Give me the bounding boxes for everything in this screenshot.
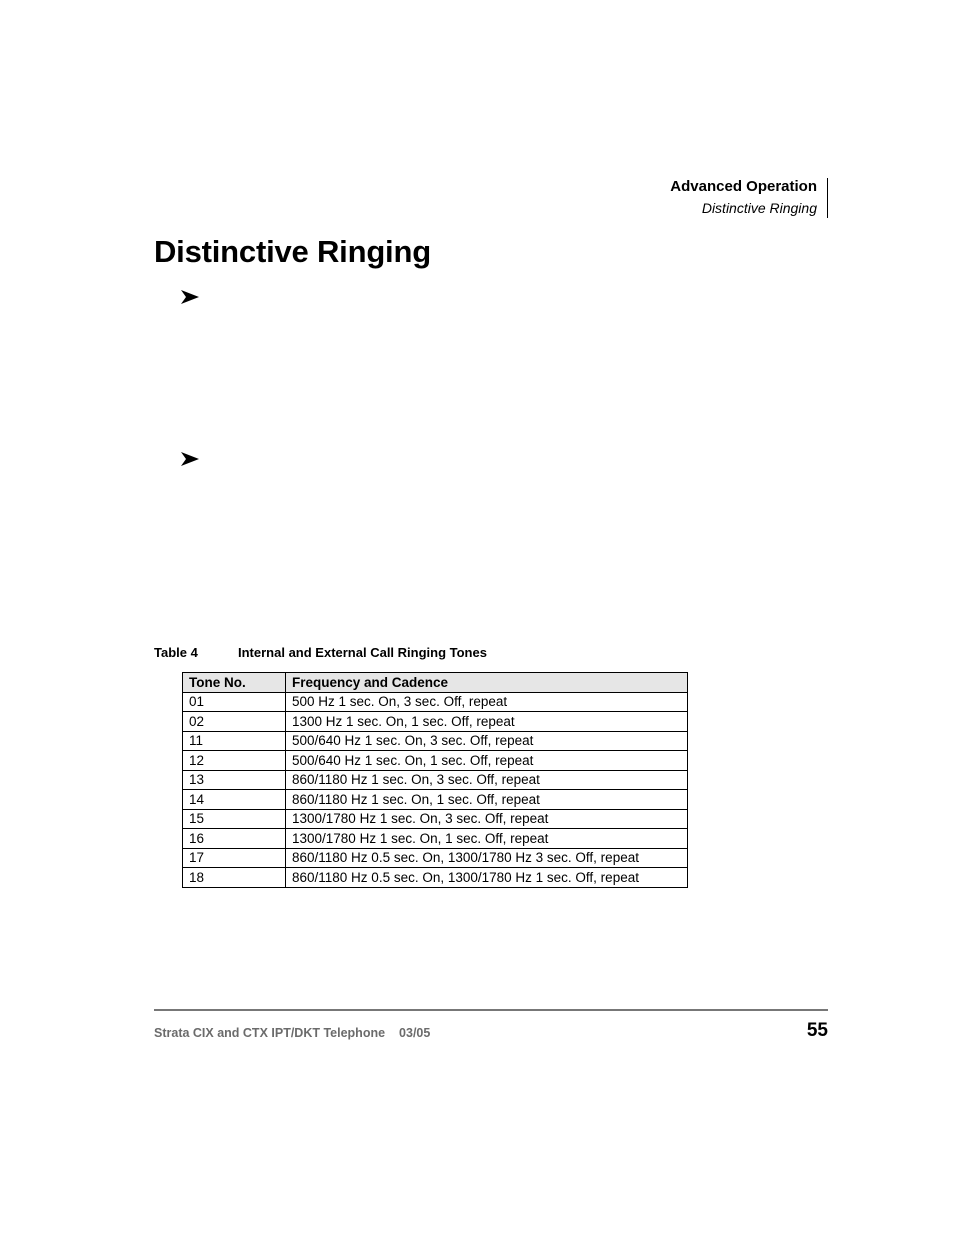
arrow-bullet-icon (181, 452, 199, 466)
footer-product: Strata CIX and CTX IPT/DKT Telephone (154, 1026, 386, 1040)
frequency-cell: 1300 Hz 1 sec. On, 1 sec. Off, repeat (286, 712, 688, 732)
arrow-bullet-icon (181, 290, 199, 304)
tone-number-cell: 17 (183, 848, 286, 868)
tone-number-cell: 01 (183, 692, 286, 712)
tone-number-cell: 12 (183, 751, 286, 771)
tone-number-cell: 15 (183, 809, 286, 829)
table-row (183, 751, 688, 771)
frequency-cell: 1300/1780 Hz 1 sec. On, 1 sec. Off, repeat (286, 829, 688, 849)
table-row (183, 731, 688, 751)
frequency-cell: 500/640 Hz 1 sec. On, 3 sec. Off, repeat (286, 731, 688, 751)
table-row (183, 790, 688, 810)
table-row (183, 770, 688, 790)
frequency-cell: 860/1180 Hz 0.5 sec. On, 1300/1780 Hz 3 sec. Off, repeat (286, 848, 688, 868)
tone-number-cell: 18 (183, 868, 286, 888)
frequency-cell: 860/1180 Hz 1 sec. On, 3 sec. Off, repeat (286, 770, 688, 790)
running-header-subsection: Distinctive Ringing (701, 200, 817, 216)
tone-number-cell: 16 (183, 829, 286, 849)
tone-number-cell: 11 (183, 731, 286, 751)
frequency-cell: 500 Hz 1 sec. On, 3 sec. Off, repeat (286, 692, 688, 712)
frequency-cell: 860/1180 Hz 1 sec. On, 1 sec. Off, repeat (286, 790, 688, 810)
frequency-cell: 500/640 Hz 1 sec. On, 1 sec. Off, repeat (286, 751, 688, 771)
tone-number-cell: 02 (183, 712, 286, 732)
ringing-tones-table (182, 672, 688, 888)
table-row (183, 829, 688, 849)
table-header-row (183, 673, 688, 693)
table-caption-title: Internal and External Call Ringing Tones (238, 645, 487, 660)
tone-number-cell: 14 (183, 790, 286, 810)
table-row (183, 848, 688, 868)
running-header (517, 178, 828, 218)
table-row (183, 692, 688, 712)
tone-number-cell: 13 (183, 770, 286, 790)
table-row (183, 868, 688, 888)
table-row (183, 712, 688, 732)
column-header-frequency: Frequency and Cadence (286, 673, 688, 693)
table-row (183, 809, 688, 829)
footer-divider (154, 1009, 828, 1011)
footer-product-line (154, 1026, 430, 1040)
page-number: 55 (806, 1020, 828, 1041)
frequency-cell: 1300/1780 Hz 1 sec. On, 3 sec. Off, repeat (286, 809, 688, 829)
running-header-section: Advanced Operation (670, 178, 817, 195)
frequency-cell: 860/1180 Hz 0.5 sec. On, 1300/1780 Hz 1 sec. Off, repeat (286, 868, 688, 888)
footer-date: 03/05 (399, 1026, 431, 1040)
table-caption (154, 645, 487, 660)
column-header-tone-no: Tone No. (183, 673, 286, 693)
page-title: Distinctive Ringing (154, 234, 431, 269)
table-caption-number: Table 4 (154, 645, 198, 660)
